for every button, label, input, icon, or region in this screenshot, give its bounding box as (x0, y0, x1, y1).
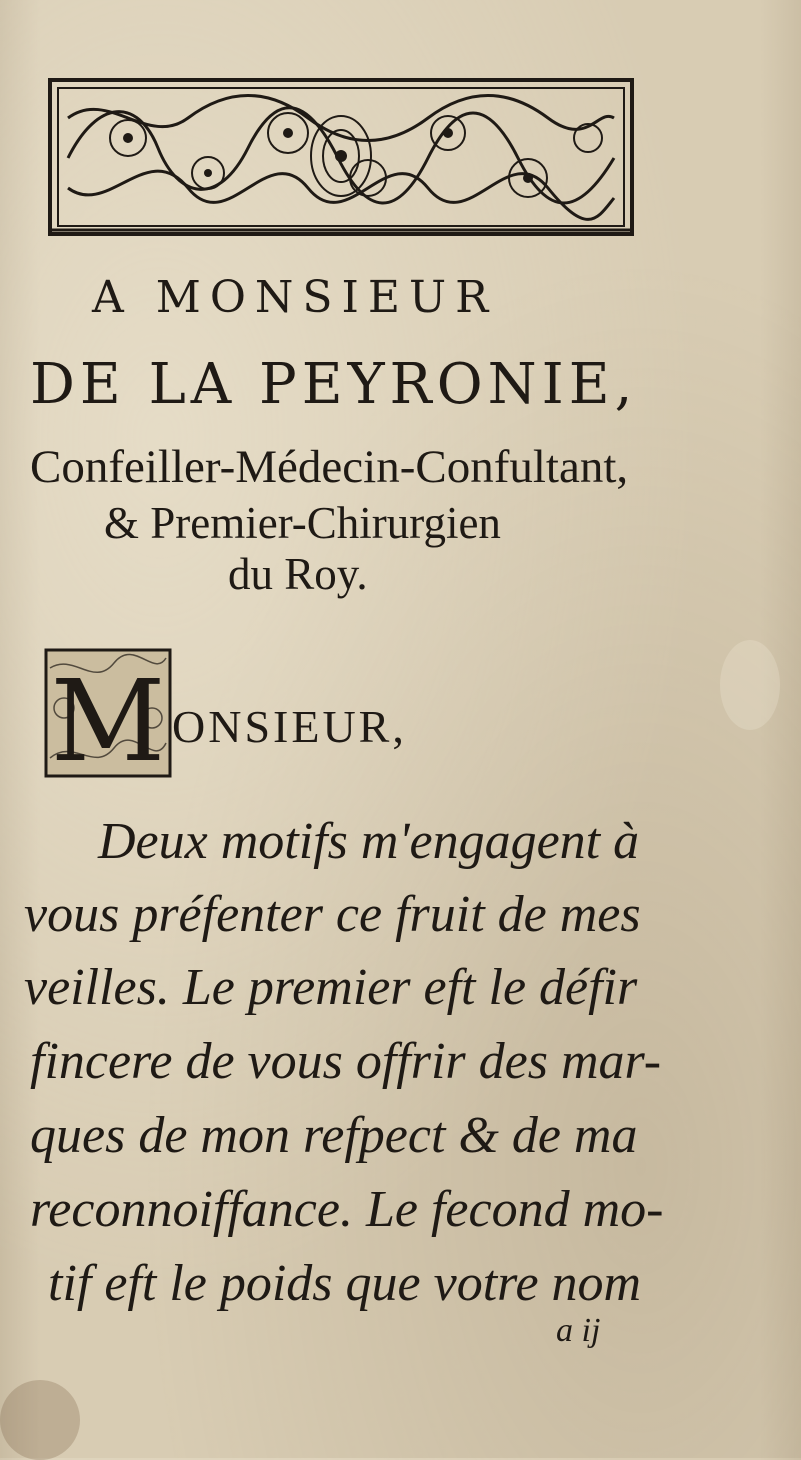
body-line: veilles. Le premier eft le défir (24, 959, 638, 1016)
body-line: tif eft le poids que votre nom (48, 1255, 642, 1312)
drop-cap-letter: M (50, 657, 166, 778)
paper-stain (0, 1380, 80, 1460)
body-line: vous préfenter ce fruit de mes (24, 886, 641, 943)
dedication-line-3: Confeiller-Médecin-Confultant, (30, 441, 629, 493)
dedication-line-1: A MONSIEUR (92, 272, 498, 323)
body-line: reconnoiffance. Le fecond mo- (30, 1181, 664, 1238)
dedication-line-4: & Premier-Chirurgien (104, 498, 501, 548)
body-line: fincere de vous offrir des mar- (30, 1033, 662, 1090)
salutation: ONSIEUR, (172, 701, 407, 752)
dedication-line-5: du Roy. (228, 549, 368, 599)
drop-cap-ornament (44, 648, 172, 778)
body-line: ques de mon refpect & de ma (30, 1107, 638, 1164)
ornamental-headpiece (48, 78, 634, 236)
dedication-line-2: DE LA PEYRONIE, (30, 352, 638, 417)
signature-mark: a ij (556, 1312, 601, 1349)
body-line: Deux motifs m'engagent à (98, 813, 640, 870)
